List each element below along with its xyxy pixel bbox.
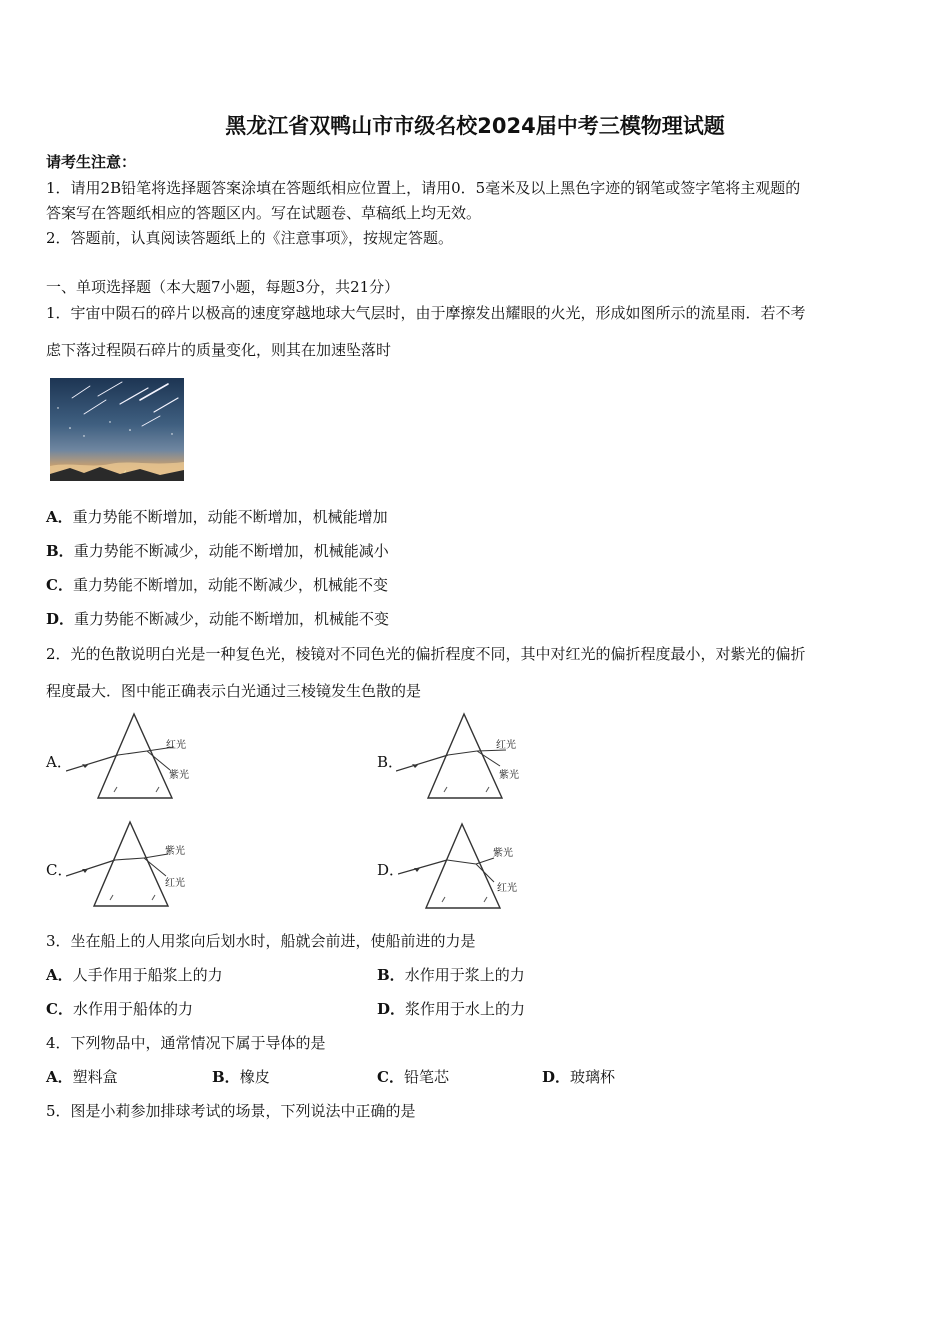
page-title: 黑龙江省双鸭山市市级名校2024届中考三模物理试题 — [225, 114, 725, 138]
q1-option-a[interactable] — [46, 507, 388, 527]
option-text: 橡皮 — [239, 1068, 270, 1086]
q4-stem: 4．下列物品中，通常情况下属于导体的是 — [46, 1034, 326, 1052]
option-text: 重力势能不断增加，动能不断增加，机械能增加 — [72, 508, 388, 526]
q3-option-d[interactable] — [377, 999, 525, 1019]
q3-option-b[interactable] — [377, 965, 525, 985]
q2-option-c-prism-diagram — [66, 818, 196, 910]
prism-bottom-label: 紫光 — [169, 770, 189, 781]
prism-bottom-label: 紫光 — [499, 770, 519, 781]
option-text: 水作用于浆上的力 — [404, 966, 525, 984]
option-letter: A． — [46, 1068, 73, 1086]
q1-option-d[interactable] — [46, 609, 389, 629]
option-text: 重力势能不断增加，动能不断减少，机械能不变 — [72, 576, 388, 594]
q2-stem-line-1: 2．光的色散说明白光是一种复色光，棱镜对不同色光的偏折程度不同，其中对红光的偏折程度最小，对紫光的偏折 — [46, 645, 806, 663]
prism-bottom-label: 红光 — [165, 878, 185, 889]
q2-option-d-prism-diagram — [398, 818, 528, 910]
q3-option-c[interactable] — [46, 999, 193, 1019]
meteor-shower-image — [50, 378, 184, 481]
q3-option-a[interactable] — [46, 965, 223, 985]
q2-option-b-prism-diagram — [396, 710, 526, 802]
prism-top-label: 紫光 — [165, 846, 185, 857]
q1-stem-line-1: 1．宇宙中陨石的碎片以极高的速度穿越地球大气层时，由于摩擦发出耀眼的火光，形成如图所示的流星雨．若不考 — [46, 304, 806, 322]
option-text: 人手作用于船浆上的力 — [72, 966, 223, 984]
q4-option-b[interactable] — [212, 1067, 270, 1087]
option-letter: A． — [46, 966, 73, 984]
prism-top-label: 红光 — [496, 740, 516, 751]
option-letter: A． — [46, 508, 73, 526]
option-text: 玻璃杯 — [570, 1068, 616, 1086]
notice-heading: 请考生注意： — [46, 153, 137, 171]
option-letter: B． — [212, 1068, 240, 1086]
q4-option-d[interactable] — [542, 1067, 615, 1087]
option-text: 重力势能不断减少，动能不断增加，机械能不变 — [74, 610, 390, 628]
option-letter: D． — [542, 1068, 571, 1086]
option-letter: B． — [377, 966, 405, 984]
q4-option-c[interactable] — [377, 1067, 449, 1087]
prism-bottom-label: 红光 — [497, 883, 517, 894]
notice-item-2: 2．答题前，认真阅读答题纸上的《注意事项》，按规定答题。 — [46, 229, 454, 247]
option-text: 浆作用于水上的力 — [405, 1000, 526, 1018]
option-text: 塑料盒 — [72, 1068, 118, 1086]
option-text: 水作用于船体的力 — [72, 1000, 193, 1018]
notice-item-1-line-1: 1．请用2B铅笔将选择题答案涂填在答题纸相应位置上，请用0．5毫米及以上黑色字迹的钢笔或签字笔将主观题的 — [46, 179, 801, 197]
option-letter: C． — [377, 1068, 404, 1086]
option-letter: C． — [46, 576, 73, 594]
option-text: 重力势能不断减少，动能不断增加，机械能减小 — [73, 542, 389, 560]
q1-option-c[interactable] — [46, 575, 388, 595]
q2-stem-line-2: 程度最大．图中能正确表示白光通过三棱镜发生色散的是 — [46, 682, 422, 700]
q5-stem: 5．图是小莉参加排球考试的场景，下列说法中正确的是 — [46, 1102, 416, 1120]
q1-stem-line-2: 虑下落过程陨石碎片的质量变化，则其在加速坠落时 — [46, 341, 392, 359]
option-letter: C． — [46, 1000, 73, 1018]
q2-option-b-letter[interactable]: B． — [377, 753, 404, 771]
q2-option-a-letter[interactable]: A． — [46, 753, 72, 771]
q2-option-c-letter[interactable]: C． — [46, 861, 73, 879]
option-letter: B． — [46, 542, 74, 560]
section-1-heading: 一、单项选择题（本大题7小题，每题3分，共21分） — [46, 278, 400, 296]
q3-stem: 3．坐在船上的人用浆向后划水时，船就会前进，使船前进的力是 — [46, 932, 476, 950]
option-text: 铅笔芯 — [403, 1068, 449, 1086]
notice-item-1-line-2: 答案写在答题纸相应的答题区内。写在试题卷、草稿纸上均无效。 — [46, 204, 482, 222]
q2-option-d-letter[interactable]: D． — [377, 861, 405, 879]
q2-option-a-prism-diagram — [66, 710, 196, 802]
prism-top-label: 紫光 — [493, 848, 513, 859]
option-letter: D． — [377, 1000, 406, 1018]
q1-option-b[interactable] — [46, 541, 389, 561]
prism-top-label: 红光 — [166, 740, 186, 751]
option-letter: D． — [46, 610, 75, 628]
q4-option-a[interactable] — [46, 1067, 118, 1087]
